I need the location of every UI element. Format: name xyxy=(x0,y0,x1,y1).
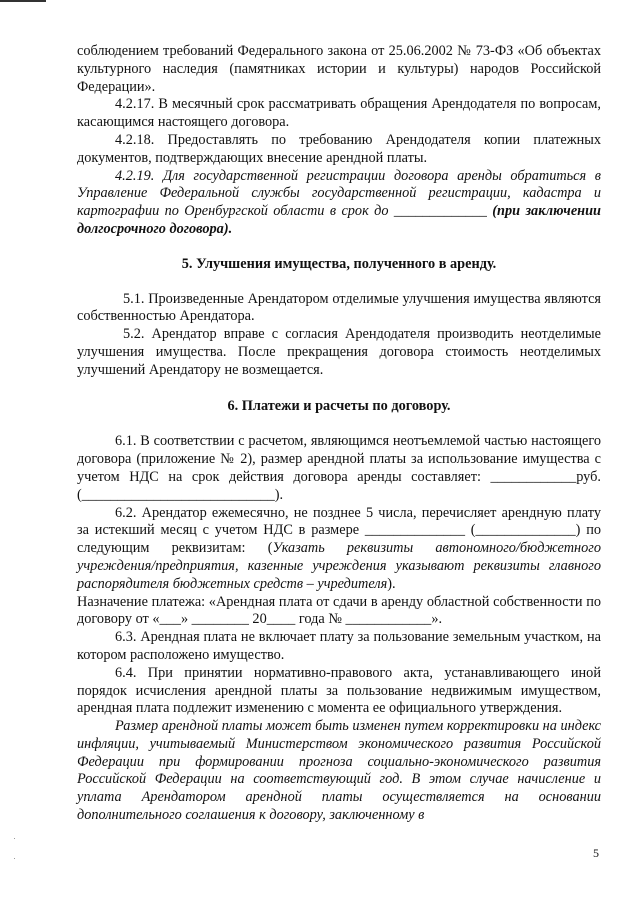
document-page xyxy=(77,43,601,825)
paragraph-rent-indexation: Размер арендной платы может быть изменен путем корректировки на индекс инфляции, учитываемый Министерством экономического развития Российской Федерации при формировании прогноза социально-экономического развития Российской Федерации на соответствующий год. В этом случае начисление и уплата Арендатором арендной платы осуществляется на основании дополнительного соглашения к договору, заключенному в xyxy=(77,718,601,824)
top-rule xyxy=(0,0,46,2)
scan-speck xyxy=(14,838,15,839)
paragraph-4-2-19-text: 4.2.19. Для государственной регистрации договора аренды обратиться в Управление Федеральной службы государственной регистрации, кадастра и картографии по Оренбургской области в срок до _____________ xyxy=(77,167,601,220)
paragraph-5-2: 5.2. Арендатор вправе с согласия Арендодателя производить неотделимые улучшения имущества. После прекращения договора стоимость неотделимых улучшений Арендатору не возмещается. xyxy=(77,326,601,378)
paragraph-6-2 xyxy=(77,505,601,594)
section-6-heading: 6. Платежи и расчеты по договору. xyxy=(227,397,451,414)
paragraph-4-2-18: 4.2.18. Предоставлять по требованию Арендодателя копии платежных документов, подтверждающих внесение арендной платы. xyxy=(77,131,601,166)
section-5-heading: 5. Улучшения имущества, полученного в аренду. xyxy=(181,255,497,272)
paragraph-6-2-italic: Указать реквизиты автономного/бюджетного учреждения/предприятия, казенные учреждения указывают реквизиты главного распорядителя бюджетных средств – учредителя xyxy=(77,540,601,592)
paragraph-5-1: 5.1. Произведенные Арендатором отделимые улучшения имущества являются собственностью Арендатора. xyxy=(77,290,601,325)
paragraph-6-4: 6.4. При принятии нормативно-правового акта, устанавливающего иной порядок исчисления арендной платы за пользование недвижимым имуществом, арендная плата подлежит изменению с момента ее официального утверждения. xyxy=(77,664,601,717)
paragraph-4-2-17: 4.2.17. В месячный срок рассматривать обращения Арендодателя по вопросам, касающимся настоящего договора. xyxy=(77,96,601,131)
paragraph-4-2-19-bold: (при заключении долгосрочного договора). xyxy=(77,203,602,237)
paragraph-4-2-19 xyxy=(77,168,601,239)
scan-speck xyxy=(14,858,15,859)
payment-purpose: Назначение платежа: «Арендная плата от сдачи в аренду областной собственности по договору от «___» ________ 20____ года № ____________». xyxy=(77,593,601,628)
paragraph-6-3: 6.3. Арендная плата не включает плату за пользование земельным участком, на котором расположено имущество. xyxy=(77,629,601,663)
paragraph-6-1: 6.1. В соответствии с расчетом, являющимся неотъемлемой частью настоящего договора (приложение № 2), размер арендной платы за использование имущества с учетом НДС на срок действия договора аренды составляет: ____________руб. (___________________________). xyxy=(77,433,601,503)
paragraph-6-2-close: ). xyxy=(387,575,396,592)
page-number: 5 xyxy=(593,846,599,860)
paragraph-6-2-text: 6.2. Арендатор ежемесячно, не позднее 5 числа, перечисляет арендную плату за истекший месяц с учетом НДС в размере ______________ (______________) по следующим реквизитам: ( xyxy=(77,504,601,557)
paragraph-continuation: соблюдением требований Федерального закона от 25.06.2002 № 73-ФЗ «Об объектах культурного наследия (памятниках истории и культуры) народов Российской Федерации». xyxy=(77,43,601,95)
